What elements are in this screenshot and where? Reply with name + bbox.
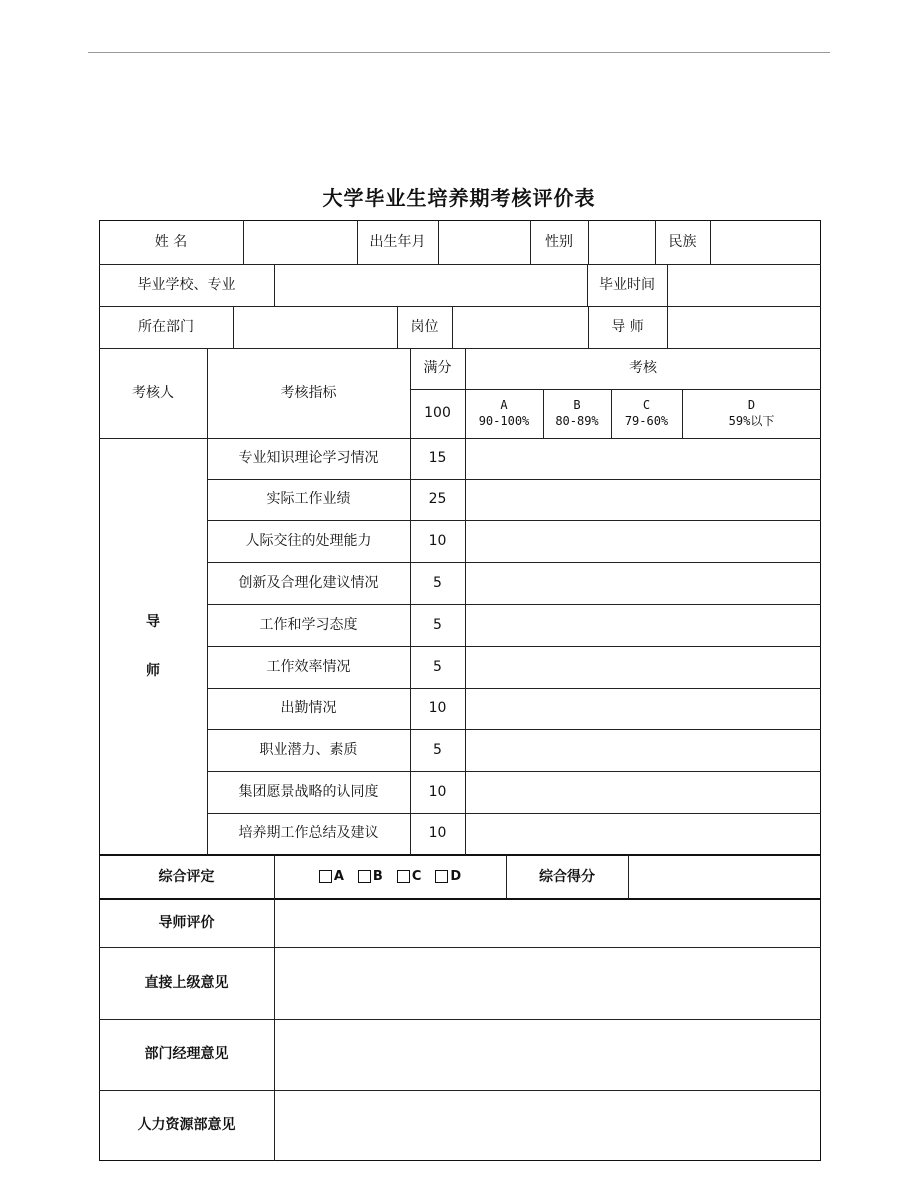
grade-d-range: 59%以下 bbox=[728, 413, 775, 428]
indicator-label: 培养期工作总结及建议 bbox=[238, 825, 379, 842]
score-label: 综合得分 bbox=[539, 868, 595, 885]
grade-c bbox=[611, 389, 682, 438]
post-label: 岗位 bbox=[410, 318, 439, 335]
score-field[interactable] bbox=[628, 855, 821, 899]
hr-field[interactable] bbox=[274, 1090, 821, 1161]
dept-manager-label: 部门经理意见 bbox=[144, 1046, 229, 1063]
dept-manager-field[interactable] bbox=[274, 1019, 821, 1090]
rating-options bbox=[274, 855, 506, 899]
checkbox-icon bbox=[397, 870, 410, 883]
rating-option-label: A bbox=[333, 868, 344, 884]
birth-label: 出生年月 bbox=[369, 233, 426, 250]
header-rule bbox=[88, 52, 830, 53]
post-field[interactable] bbox=[452, 306, 588, 348]
indicator-score: 5 bbox=[433, 616, 442, 633]
indicator-label: 实际工作业绩 bbox=[266, 491, 351, 508]
mentor-eval-field[interactable] bbox=[274, 899, 821, 947]
indicator-header: 考核指标 bbox=[280, 384, 337, 401]
indicator-label: 人际交往的处理能力 bbox=[245, 532, 372, 549]
indicator-rating-field[interactable] bbox=[465, 646, 821, 688]
name-label: 姓 名 bbox=[154, 233, 188, 250]
indicator-rating-field[interactable] bbox=[465, 604, 821, 646]
grade-d-letter: D bbox=[747, 397, 756, 412]
rating-option-label: C bbox=[411, 868, 422, 884]
assessor-mentor-label bbox=[99, 438, 207, 855]
grade-d bbox=[682, 389, 821, 438]
indicator-rating-field[interactable] bbox=[465, 479, 821, 520]
supervisor-field[interactable] bbox=[274, 947, 821, 1019]
indicator-score: 10 bbox=[428, 825, 447, 842]
indicator-label: 工作效率情况 bbox=[266, 658, 351, 675]
school-field[interactable] bbox=[274, 264, 587, 306]
indicator-score: 25 bbox=[428, 491, 447, 508]
grade-c-letter: C bbox=[642, 397, 651, 412]
indicator-score: 10 bbox=[428, 783, 447, 800]
indicator-label: 创新及合理化建议情况 bbox=[238, 574, 379, 591]
indicator-label: 集团愿景战略的认同度 bbox=[238, 783, 379, 800]
grad-time-label: 毕业时间 bbox=[599, 276, 655, 293]
indicator-rating-field[interactable] bbox=[465, 813, 821, 854]
supervisor-label: 直接上级意见 bbox=[144, 974, 229, 991]
indicator-score: 5 bbox=[433, 574, 442, 591]
indicator-rating-field[interactable] bbox=[465, 438, 821, 479]
full-score-value: 100 bbox=[424, 405, 451, 422]
grade-a-range: 90-100% bbox=[478, 413, 530, 428]
ethnic-label: 民族 bbox=[668, 233, 697, 250]
gender-label: 性别 bbox=[545, 233, 573, 250]
grad-time-field[interactable] bbox=[667, 264, 821, 306]
rating-option-label: D bbox=[450, 868, 462, 884]
gender-field[interactable] bbox=[588, 220, 655, 264]
indicator-label: 专业知识理论学习情况 bbox=[238, 450, 379, 467]
mentor-label: 导 师 bbox=[611, 318, 644, 335]
indicator-score: 15 bbox=[428, 450, 447, 467]
indicator-rating-field[interactable] bbox=[465, 771, 821, 813]
check-header: 考核 bbox=[629, 360, 657, 377]
rating-option-b[interactable] bbox=[358, 869, 383, 886]
full-score-header: 满分 bbox=[423, 360, 452, 377]
hr-label: 人力资源部意见 bbox=[137, 1117, 236, 1134]
ethnic-field[interactable] bbox=[710, 220, 821, 264]
mentor-eval-label: 导师评价 bbox=[158, 914, 215, 931]
rating-option-c[interactable] bbox=[397, 869, 422, 886]
indicator-rating-field[interactable] bbox=[465, 520, 821, 562]
indicator-label: 职业潜力、素质 bbox=[259, 741, 358, 758]
rating-option-label: B bbox=[372, 868, 383, 884]
dept-label: 所在部门 bbox=[138, 318, 194, 335]
indicator-rating-field[interactable] bbox=[465, 729, 821, 771]
grade-a bbox=[465, 389, 543, 438]
indicator-score: 5 bbox=[433, 658, 442, 675]
grade-b bbox=[543, 389, 611, 438]
page-title: 大学毕业生培养期考核评价表 bbox=[322, 186, 596, 210]
indicator-score: 10 bbox=[428, 700, 447, 717]
grade-b-letter: B bbox=[573, 397, 581, 412]
rating-option-d[interactable] bbox=[435, 869, 461, 886]
indicator-label: 出勤情况 bbox=[280, 700, 337, 717]
dept-field[interactable] bbox=[233, 306, 397, 348]
checkbox-icon bbox=[358, 870, 371, 883]
indicator-score: 10 bbox=[428, 532, 447, 549]
rating-option-a[interactable] bbox=[319, 869, 344, 886]
assessor-header: 考核人 bbox=[132, 384, 174, 401]
grade-a-letter: A bbox=[500, 397, 508, 412]
school-label: 毕业学校、专业 bbox=[137, 276, 236, 293]
assessor-top-char: 导 bbox=[146, 614, 160, 631]
indicator-score: 5 bbox=[433, 741, 442, 758]
grade-b-range: 80-89% bbox=[555, 413, 599, 428]
indicator-label: 工作和学习态度 bbox=[259, 616, 358, 633]
grade-c-range: 79-60% bbox=[624, 413, 669, 428]
mentor-field[interactable] bbox=[667, 306, 821, 348]
assessor-bottom-char: 师 bbox=[146, 662, 160, 679]
birth-field[interactable] bbox=[438, 220, 530, 264]
indicator-rating-field[interactable] bbox=[465, 562, 821, 604]
rating-label: 综合评定 bbox=[158, 868, 215, 885]
indicator-rating-field[interactable] bbox=[465, 688, 821, 729]
checkbox-icon bbox=[319, 870, 332, 883]
checkbox-icon bbox=[435, 870, 448, 883]
name-field[interactable] bbox=[243, 220, 357, 264]
